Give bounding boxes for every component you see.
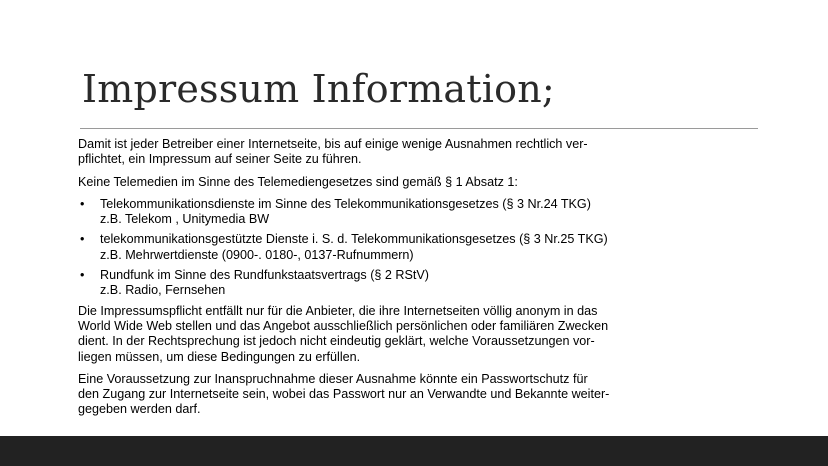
intro-line-2: pflichtet, ein Impressum auf seiner Seite zu führen. [78,152,362,167]
paragraph-line: den Zugang zur Internetseite sein, wobei das Passwort nur an Verwandte und Bekannte weiter- [78,387,610,402]
bullet-icon: • [80,232,85,247]
intro-paragraph [78,137,678,168]
list-item-example: z.B. Mehrwertdienste (0900-. 0180-, 0137-Rufnummern) [100,247,414,262]
paragraph-line: Die Impressumspflicht entfällt nur für die Anbieter, die ihre Internetseiten völlig anonym in das [78,303,598,318]
list-item-main: Rundfunk im Sinne des Rundfunkstaatsvertrags (§ 2 RStV) [100,268,429,283]
list-item [78,268,678,299]
paragraph-line: Eine Voraussetzung zur Inanspruchnahme dieser Ausnahme könnte ein Passwortschutz für [78,371,588,386]
paragraph-line: dient. In der Rechtsprechung ist jedoch nicht eindeutig geklärt, welche Voraussetzungen vor- [78,334,595,349]
paragraph-line: liegen müssen, um diese Bedingungen zu erfüllen. [78,349,361,364]
lead-paragraph: Keine Telemedien im Sinne des Telemediengesetzes sind gemäß § 1 Absatz 1: [78,174,518,189]
title-divider [80,128,758,129]
list-item [78,232,678,263]
intro-line-1: Damit ist jeder Betreiber einer Internetseite, bis auf einige wenige Ausnahmen rechtlich ver- [78,137,588,151]
list-item-main: telekommunikationsgestützte Dienste i. S. d. Telekommunikationsgesetzes (§ 3 Nr.25 TKG) [100,232,608,247]
bullet-icon: • [80,196,85,211]
password-paragraph [78,372,678,418]
list-item [78,197,678,228]
exemption-paragraph [78,304,678,365]
slide-title: Impressum Information; [82,67,555,111]
exemption-list [78,197,678,299]
bullet-icon: • [80,268,85,283]
paragraph-line: gegeben werden darf. [78,402,201,417]
footer-bar [0,436,828,466]
paragraph-line: World Wide Web stellen und das Angebot ausschließlich persönlichen oder familiären Zwecken [78,318,609,333]
list-item-example: z.B. Radio, Fernsehen [100,283,226,298]
slide-body [78,137,678,425]
list-item-main: Telekommunikationsdienste im Sinne des Telekommunikationsgesetzes (§ 3 Nr.24 TKG) [100,196,591,211]
list-item-example: z.B. Telekom , Unitymedia BW [100,212,270,227]
